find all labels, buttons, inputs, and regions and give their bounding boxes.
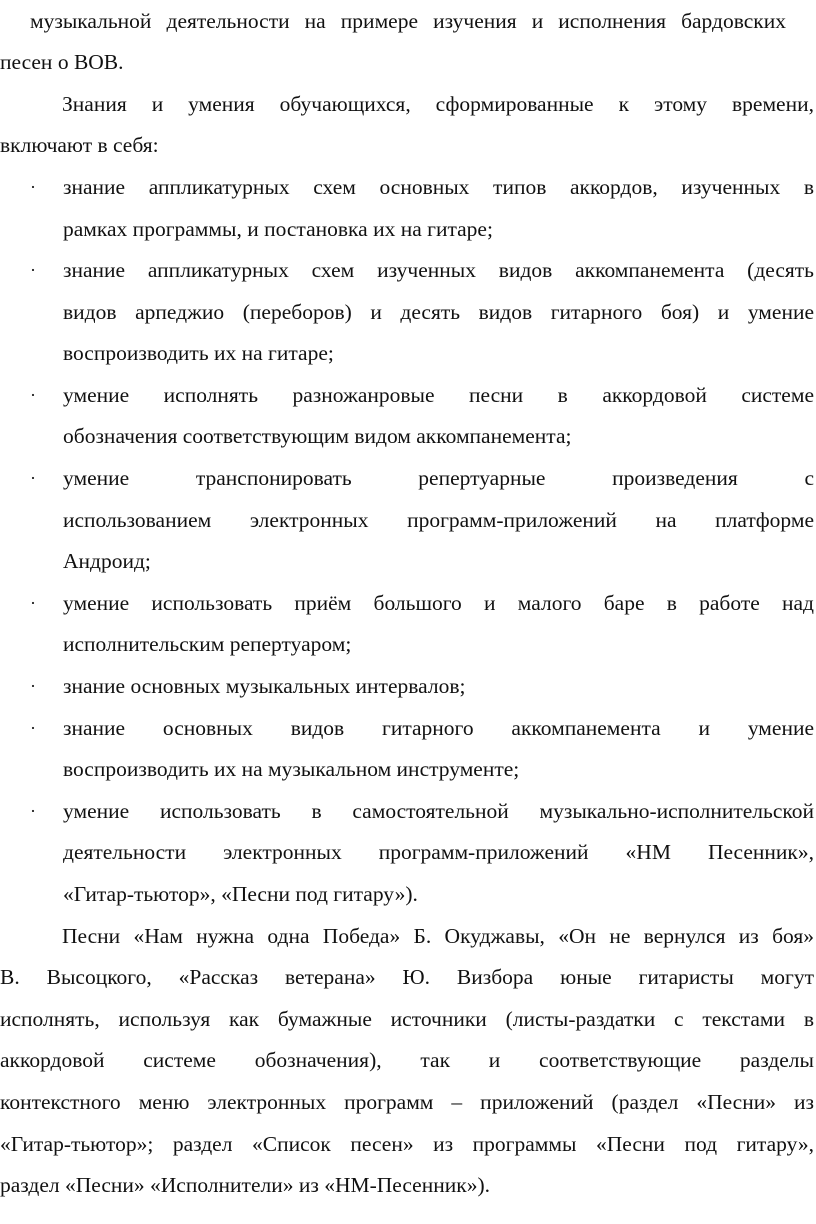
list-item-line: знание аппликатурных схем основных типов аккордов, изученных в <box>63 175 814 199</box>
list-item-line: знание основных музыкальных интервалов; <box>63 674 466 698</box>
list-item-line: умение использовать приём большого и малого баре в работе над <box>63 591 814 615</box>
paragraph-line: контекстного меню электронных программ – приложений (раздел «Песни» из <box>0 1090 814 1114</box>
bullet-marker: · <box>30 177 36 197</box>
list-item-line: исполнительским репертуаром; <box>63 632 352 656</box>
intro-line-2: песен о ВОВ. <box>0 50 124 74</box>
list-item-line: умение транспонировать репертуарные произведения с <box>63 466 814 490</box>
paragraph-line: Песни «Нам нужна одна Победа» Б. Окуджавы, «Он не вернулся из боя» <box>62 924 814 948</box>
list-item-line: рамках программы, и постановка их на гитаре; <box>63 217 493 241</box>
paragraph-line: В. Высоцкого, «Рассказ ветерана» Ю. Визбора юные гитаристы могут <box>0 965 814 989</box>
list-item-line: «Гитар-тьютор», «Песни под гитару»). <box>63 882 418 906</box>
paragraph-line: аккордовой системе обозначения), так и соответствующие разделы <box>0 1048 814 1072</box>
list-item-line: знание основных видов гитарного аккомпанемента и умение <box>63 716 814 740</box>
paragraph-line: раздел «Песни» «Исполнители» из «НМ-Песенник»). <box>0 1173 490 1197</box>
list-item-line: использованием электронных программ-приложений на платформе <box>63 508 814 532</box>
paragraph-line: исполнять, используя как бумажные источники (листы-раздатки с текстами в <box>0 1007 814 1031</box>
intro-line-1: музыкальной деятельности на примере изучения и исполнения бардовских <box>30 9 786 33</box>
bullet-marker: · <box>30 260 36 280</box>
bullet-marker: · <box>30 676 36 696</box>
bullet-marker: · <box>30 718 36 738</box>
list-item-line: умение использовать в самостоятельной музыкально-исполнительской <box>63 799 814 823</box>
bullet-marker: · <box>30 593 36 613</box>
paragraph-line: «Гитар-тьютор»; раздел «Список песен» из программы «Песни под гитару», <box>0 1132 814 1156</box>
bullet-marker: · <box>30 468 36 488</box>
list-item-line: воспроизводить их на музыкальном инструменте; <box>63 757 520 781</box>
list-item-line: обозначения соответствующим видом аккомпанемента; <box>63 424 572 448</box>
list-item-line: видов арпеджио (переборов) и десять видов гитарного боя) и умение <box>63 300 814 324</box>
list-item-line: воспроизводить их на гитаре; <box>63 341 334 365</box>
skills-intro-line-1: Знания и умения обучающихся, сформированные к этому времени, <box>62 92 814 116</box>
list-item-line: умение исполнять разножанровые песни в аккордовой системе <box>63 383 814 407</box>
list-item-line: Андроид; <box>63 549 151 573</box>
list-item-line: деятельности электронных программ-приложений «НМ Песенник», <box>63 840 814 864</box>
bullet-marker: · <box>30 385 36 405</box>
list-item-line: знание аппликатурных схем изученных видов аккомпанемента (десять <box>63 258 814 282</box>
bullet-marker: · <box>30 801 36 821</box>
skills-intro-line-2: включают в себя: <box>0 133 159 157</box>
